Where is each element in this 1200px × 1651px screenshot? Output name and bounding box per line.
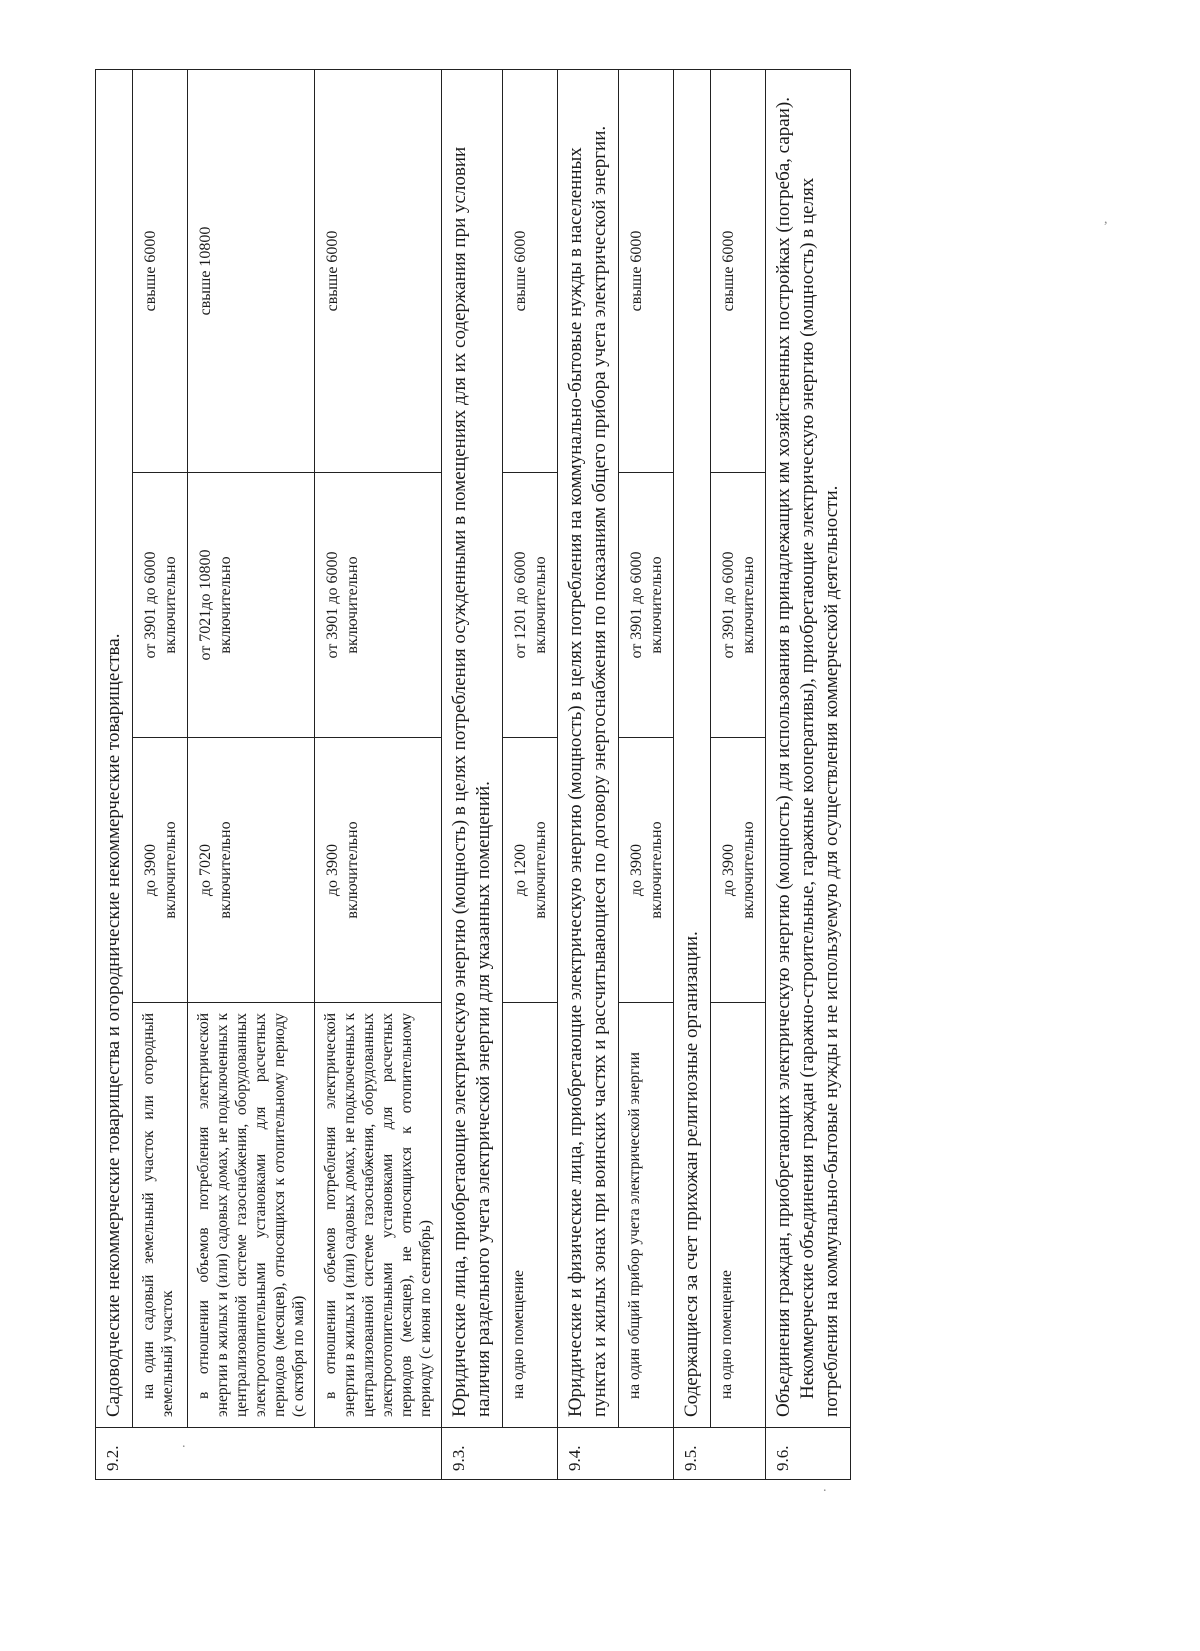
- band-upper: свыше 6000: [711, 69, 766, 472]
- section-header: Юридические и физические лица, приобретающие электрическую энергию (мощность) в целях потребления на коммунально-бытовые нужды в населенных пунктах и жилых зонах при воинских частях и рассчитывающиеся по договору энергоснабжения по показаниям общего прибора учета электрической энергии.: [558, 69, 619, 1427]
- band-upper: свыше 6000: [133, 69, 188, 472]
- band-lower: до 7020 включительно: [188, 738, 315, 1003]
- band-middle: от 3901 до 6000 включительно: [133, 473, 188, 738]
- table-row: [711, 69, 766, 1479]
- band-middle: от 3901 до 6000 включительно: [315, 473, 442, 738]
- row-description: в отношении объемов потребления электрической энергии в жилых и (или) садовых домах, не подключенных к централизованной системе газоснабжения, оборудованных электроотопительными установками для расчетных периодов (месяцев), относящихся к отопительному периоду (с октября по май): [188, 1003, 315, 1428]
- section-number: 9.5.: [674, 1428, 766, 1480]
- table-row: [619, 69, 674, 1479]
- section-row-9-3: [442, 69, 503, 1479]
- band-lower: до 3900 включительно: [133, 738, 188, 1003]
- section-number: 9.6.: [766, 1428, 851, 1480]
- band-upper: свыше 6000: [619, 69, 674, 472]
- table-row: [188, 69, 315, 1479]
- section-row-9-5: [674, 69, 711, 1479]
- section-header: Содержащиеся за счет прихожан религиозные организации.: [674, 69, 711, 1427]
- row-description: на одно помещение: [503, 1003, 558, 1428]
- section-number: 9.3.: [442, 1428, 558, 1480]
- band-middle: от 3901 до 6000 включительно: [711, 473, 766, 738]
- scan-artifact-mark: .: [823, 1480, 827, 1495]
- section-number: 9.2.: [96, 1428, 442, 1480]
- scan-artifact-mark: .: [182, 1436, 186, 1451]
- row-description: на один садовый земельный участок или огородный земельный участок: [133, 1003, 188, 1428]
- section-row-9-2: [96, 69, 133, 1479]
- band-upper: свыше 6000: [503, 69, 558, 472]
- section-header: Юридические лица, приобретающие электрическую энергию (мощность) в целях потребления осужденными в помещениях для их содержания при условии наличия раздельного учета электрической энергии для указанных помещений.: [442, 69, 503, 1427]
- row-description: в отношении объемов потребления электрической энергии в жилых и (или) садовых домах, не подключенных к централизованной системе газоснабжения, оборудованных электроотопительными установками для расчетных периодов (месяцев), не относящихся к отопительному периоду (с июня по сентябрь): [315, 1003, 442, 1428]
- band-lower: до 3900 включительно: [619, 738, 674, 1003]
- band-lower: до 3900 включительно: [711, 738, 766, 1003]
- section-row-9-4: [558, 69, 619, 1479]
- band-upper: свыше 10800: [188, 69, 315, 472]
- table-row: [315, 69, 442, 1479]
- row-description: на один общий прибор учета электрической энергии: [619, 1003, 674, 1428]
- row-description: на одно помещение: [711, 1003, 766, 1428]
- band-middle: от 1201 до 6000 включительно: [503, 473, 558, 738]
- rotated-table-wrapper: [95, 70, 985, 1480]
- band-lower: до 1200 включительно: [503, 738, 558, 1003]
- section-number: 9.4.: [558, 1428, 674, 1480]
- section-header: Объединения граждан, приобретающих электрическую энергию (мощность) для использования в принадлежащих им хозяйственных постройках (погреба, сараи). Некоммерческие объединения граждан (гаражно-строительные, гаражные кооперативы), приобретающие электрическую энергию (мощность) в целях потребления на коммунально-бытовые нужды и не используемую для осуществления коммерческой деятельности.: [766, 69, 851, 1427]
- section-header: Садоводческие некоммерческие товарищества и огороднические некоммерческие товарищества.: [96, 69, 133, 1427]
- scan-artifact-mark: ,: [1104, 212, 1108, 227]
- consumption-bands-table: [95, 69, 851, 1480]
- band-lower: до 3900 включительно: [315, 738, 442, 1003]
- band-middle: от 7021до 10800 включительно: [188, 473, 315, 738]
- band-upper: свыше 6000: [315, 69, 442, 472]
- section-row-9-6: [766, 69, 851, 1479]
- table-row: [503, 69, 558, 1479]
- band-middle: от 3901 до 6000 включительно: [619, 473, 674, 738]
- table-row: [133, 69, 188, 1479]
